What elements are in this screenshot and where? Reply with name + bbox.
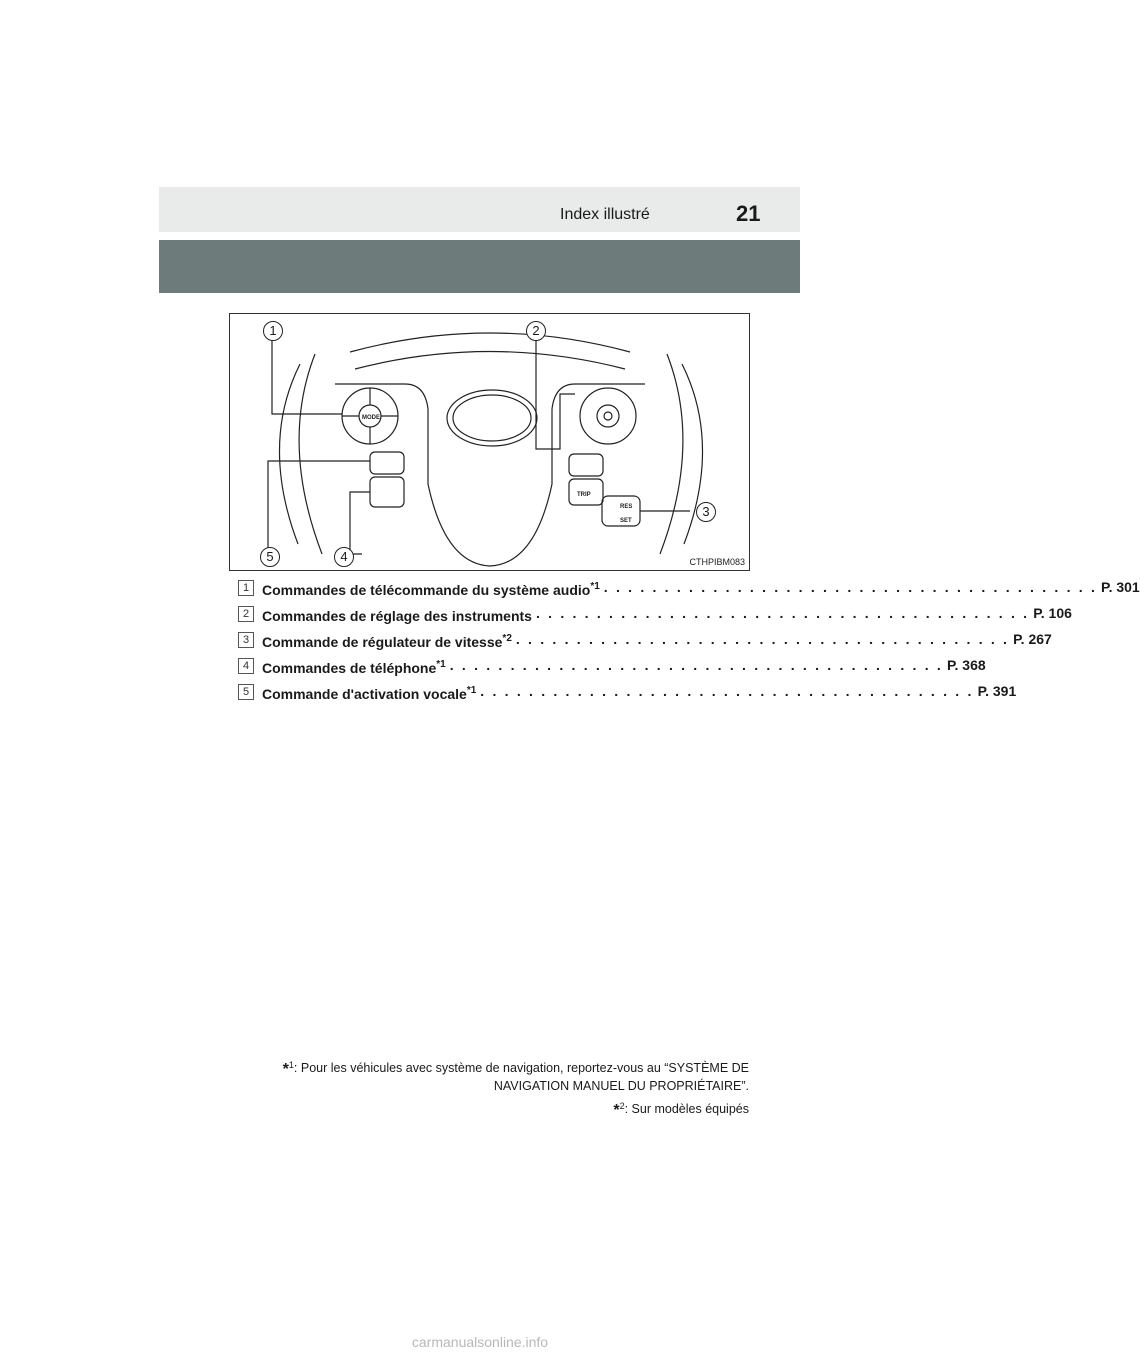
item-page-ref[interactable]: P. 391 xyxy=(977,683,1017,699)
steering-wheel-figure xyxy=(229,313,750,571)
res-label: RES xyxy=(620,504,633,510)
set-label: SET xyxy=(620,518,632,524)
callout-4: 4 xyxy=(334,547,354,567)
callout-3: 3 xyxy=(696,502,716,522)
item-label: Commande de régulateur de vitesse$^{*2}$ xyxy=(262,633,512,650)
mode-label: MODE xyxy=(362,415,380,421)
footnote-1-line1: : Pour les véhicules avec système de navigation, reportez-vous au “SYSTÈME DE xyxy=(293,1061,749,1075)
item-footnote-ref: *2 xyxy=(502,633,512,644)
footnote-2 xyxy=(231,1101,749,1120)
callout-5: 5 xyxy=(260,547,280,567)
dot-leader: . . . . . . . . . . . . . . . . . . . . . . . . . . . . . . . . . . . . . . . . . xyxy=(480,683,974,699)
footnote-sup: 2 xyxy=(619,1101,625,1111)
item-page-ref[interactable]: P. 106 xyxy=(1033,605,1072,621)
footnote-mark: * xyxy=(282,1061,289,1078)
item-number: 4 xyxy=(238,658,254,674)
item-footnote-ref: *1 xyxy=(436,659,446,670)
footnotes xyxy=(231,1057,749,1120)
footnote-sup: 1 xyxy=(288,1060,294,1070)
section-title: Index illustré xyxy=(560,206,650,223)
dot-leader: . . . . . . . . . . . . . . . . . . . . . . . . . . . . . . . . . . . . . . . . . xyxy=(515,631,1010,647)
list-item xyxy=(238,602,1072,628)
item-page-ref[interactable]: P. 267 xyxy=(1013,631,1052,647)
item-number: 3 xyxy=(238,632,254,648)
dot-leader: . . . . . . . . . . . . . . . . . . . . . . . . . . . . . . . . . . . . . . . . . xyxy=(535,605,1030,621)
item-number: 2 xyxy=(238,606,254,622)
dot-leader: . . . . . . . . . . . . . . . . . . . . . . . . . . . . . . . . . . . . . . . . . xyxy=(603,579,1098,595)
item-label: Commandes de réglage des instruments xyxy=(262,608,532,624)
footnote-1-line2: NAVIGATION MANUEL DU PROPRIÉTAIRE”. xyxy=(493,1079,749,1093)
item-page-ref[interactable]: P. 301 xyxy=(1101,579,1140,595)
callout-2: 2 xyxy=(526,321,546,341)
dot-leader: . . . . . . . . . . . . . . . . . . . . . . . . . . . . . . . . . . . . . . . . . xyxy=(449,657,943,673)
trip-label: TRIP xyxy=(577,492,591,498)
legend-list xyxy=(238,576,1140,706)
page-number: 21 xyxy=(736,201,761,226)
item-label: Commandes de téléphone$^{*1}$ xyxy=(262,659,446,676)
footnote-2-text: : Sur modèles équipés xyxy=(624,1102,749,1116)
list-item xyxy=(238,628,1052,654)
header-band xyxy=(159,240,800,293)
watermark: carmanualsonline.info xyxy=(411,1334,549,1350)
callout-1: 1 xyxy=(263,321,283,341)
item-footnote-ref: *1 xyxy=(590,581,600,592)
item-number: 1 xyxy=(238,580,254,596)
steering-wheel-drawing xyxy=(230,314,751,572)
item-number: 5 xyxy=(238,684,254,700)
footnote-mark: * xyxy=(613,1102,620,1119)
item-footnote-ref: *1 xyxy=(466,685,477,696)
figure-id: CTHPIBM083 xyxy=(689,557,745,567)
list-item xyxy=(238,680,1017,706)
footnote-1 xyxy=(231,1057,749,1095)
item-label: Commande d'activation vocale$^{*1}$ xyxy=(262,685,477,702)
item-page-ref[interactable]: P. 368 xyxy=(946,657,986,673)
header-bar xyxy=(159,187,800,232)
item-label: Commandes de télécommande du système audio$^{*1}$ xyxy=(262,581,600,598)
list-item xyxy=(238,576,1140,602)
list-item xyxy=(238,654,986,680)
